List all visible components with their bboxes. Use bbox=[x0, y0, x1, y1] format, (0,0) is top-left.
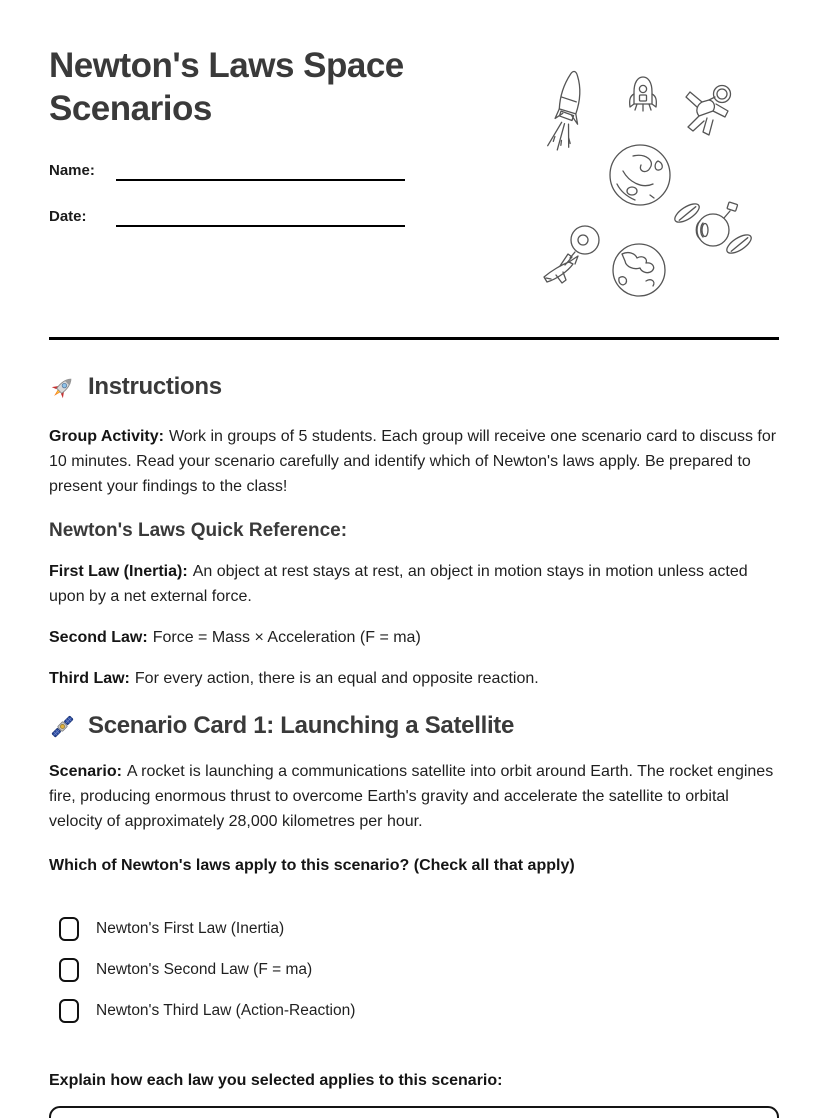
scenario-card-heading-label: Scenario Card 1: Launching a Satellite bbox=[88, 712, 515, 739]
option-row-first-law[interactable] bbox=[59, 915, 779, 942]
name-label: Name: bbox=[49, 162, 95, 179]
group-activity-paragraph bbox=[49, 424, 779, 499]
third-law-text: For every action, there is an equal and opposite reaction. bbox=[134, 670, 539, 687]
instructions-section bbox=[49, 372, 779, 691]
explain-prompt: Explain how each law you selected applies to this scenario: bbox=[49, 1072, 503, 1089]
rocket-icon bbox=[49, 374, 76, 401]
date-label: Date: bbox=[49, 208, 87, 225]
doodle-earth bbox=[613, 244, 665, 296]
law-options-list bbox=[49, 915, 779, 1024]
option-label-first-law: Newton's First Law (Inertia) bbox=[96, 919, 285, 937]
second-law-paragraph bbox=[49, 625, 779, 650]
second-law-label: Second Law: bbox=[49, 629, 148, 646]
instructions-heading bbox=[49, 372, 779, 402]
scenario-label: Scenario: bbox=[49, 763, 122, 780]
satellite-icon bbox=[49, 713, 76, 740]
third-law-paragraph bbox=[49, 666, 779, 691]
doodle-planet bbox=[610, 145, 670, 205]
doodle-satellite bbox=[672, 200, 754, 256]
group-activity-text: Work in groups of 5 students. Each group will receive one scenario card to discuss for 10 minutes. Read your scenario carefully and identify which of Newton's laws apply. Be prepared to present your findings to the class! bbox=[49, 428, 777, 495]
section-divider bbox=[49, 337, 779, 340]
option-label-second-law: Newton's Second Law (F = ma) bbox=[96, 960, 313, 978]
doodle-launching-rocket bbox=[547, 69, 584, 152]
checkbox-newtons-second-law[interactable] bbox=[59, 958, 79, 982]
scenario-text: A rocket is launching a communications satellite into orbit around Earth. The rocket engines fire, producing enormous thrust to overcome Earth's gravity and accelerate the satellite to orbital velocity of approximately 28,000 kilometres per hour. bbox=[49, 763, 774, 830]
first-law-paragraph bbox=[49, 559, 779, 609]
explanation-textarea[interactable] bbox=[49, 1106, 779, 1118]
first-law-label: First Law (Inertia): bbox=[49, 563, 188, 580]
option-row-second-law[interactable] bbox=[59, 956, 779, 983]
checkbox-question: Which of Newton's laws apply to this scenario? (Check all that apply) bbox=[49, 857, 575, 874]
doodle-jet-and-moon bbox=[544, 226, 599, 283]
option-label-third-law: Newton's Third Law (Action-Reaction) bbox=[96, 1001, 356, 1019]
checkbox-newtons-third-law[interactable] bbox=[59, 999, 79, 1023]
quick-reference-heading: Newton's Laws Quick Reference: bbox=[49, 520, 348, 541]
doodle-astronaut bbox=[686, 86, 731, 136]
checkbox-newtons-first-law[interactable] bbox=[59, 917, 79, 941]
scenario-card-section bbox=[49, 711, 779, 1118]
third-law-label: Third Law: bbox=[49, 670, 130, 687]
name-input[interactable] bbox=[116, 159, 405, 181]
space-doodles-illustration bbox=[538, 50, 770, 302]
scenario-card-heading bbox=[49, 711, 779, 741]
group-activity-label: Group Activity: bbox=[49, 428, 164, 445]
page-title: Newton's Laws Space Scenarios bbox=[49, 46, 404, 128]
second-law-text: Force = Mass × Acceleration (F = ma) bbox=[152, 629, 421, 646]
first-law-text: An object at rest stays at rest, an object in motion stays in motion unless acted upon by a net external force. bbox=[49, 563, 748, 605]
instructions-heading-label: Instructions bbox=[88, 373, 222, 400]
date-input[interactable] bbox=[116, 205, 405, 227]
doodle-capsule-rocket bbox=[630, 77, 657, 111]
option-row-third-law[interactable] bbox=[59, 997, 779, 1024]
scenario-paragraph bbox=[49, 759, 779, 834]
